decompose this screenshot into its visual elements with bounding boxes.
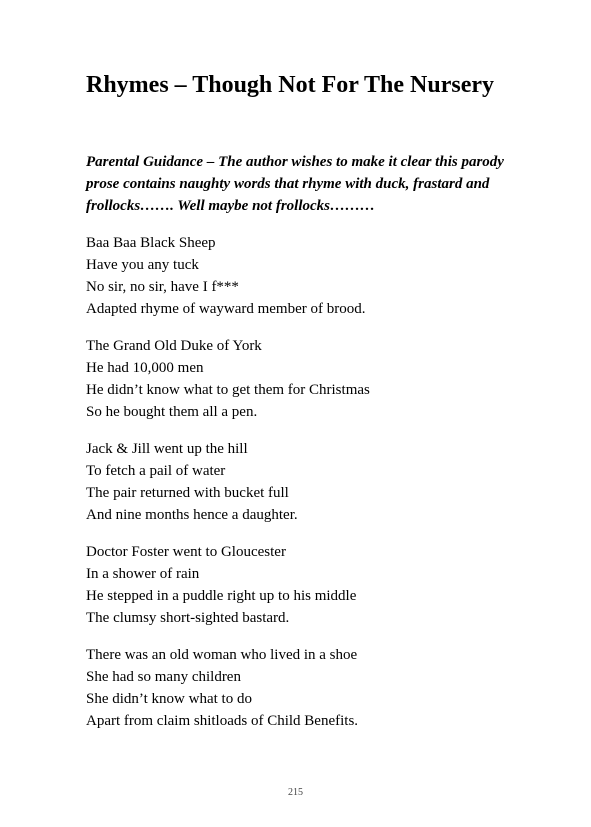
stanza-line: To fetch a pail of water: [86, 463, 226, 479]
stanza-line: He didn’t know what to get them for Christmas: [86, 382, 370, 398]
stanza-line: So he bought them all a pen.: [86, 404, 258, 420]
stanza-line: Jack & Jill went up the hill: [86, 441, 248, 457]
stanza-doctor-foster: [86, 541, 526, 629]
stanza-baa-baa-black-sheep: [86, 232, 526, 320]
stanza-line: She didn’t know what to do: [86, 691, 252, 707]
stanza-line: In a shower of rain: [86, 566, 200, 582]
stanza-line: The clumsy short-sighted bastard.: [86, 610, 290, 626]
stanza-line: No sir, no sir, have I f***: [86, 279, 239, 295]
page-number: 215: [288, 787, 303, 798]
stanza-line: The pair returned with bucket full: [86, 485, 289, 501]
stanza-line: Apart from claim shitloads of Child Benefits.: [86, 713, 359, 729]
page-title: Rhymes – Though Not For The Nursery: [86, 72, 495, 98]
stanza-old-woman-shoe: [86, 644, 526, 732]
stanza-grand-old-duke: [86, 335, 526, 423]
stanza-line: Adapted rhyme of wayward member of brood.: [86, 301, 366, 317]
stanza-line: Have you any tuck: [86, 257, 199, 273]
stanza-jack-and-jill: [86, 438, 526, 526]
stanza-line: Doctor Foster went to Gloucester: [86, 544, 286, 560]
stanza-line: There was an old woman who lived in a shoe: [86, 647, 358, 663]
stanza-line: Baa Baa Black Sheep: [86, 235, 216, 251]
stanza-line: She had so many children: [86, 669, 241, 685]
stanza-line: He had 10,000 men: [86, 360, 204, 376]
stanza-line: And nine months hence a daughter.: [86, 507, 298, 523]
stanza-line: The Grand Old Duke of York: [86, 338, 262, 354]
poem-list: [86, 232, 526, 747]
parental-guidance-note: Parental Guidance – The author wishes to make it clear this parody prose contains naughty words that rhyme with duck, frastard and frollocks……. Well maybe not frollocks………: [86, 154, 504, 214]
stanza-line: He stepped in a puddle right up to his middle: [86, 588, 357, 604]
